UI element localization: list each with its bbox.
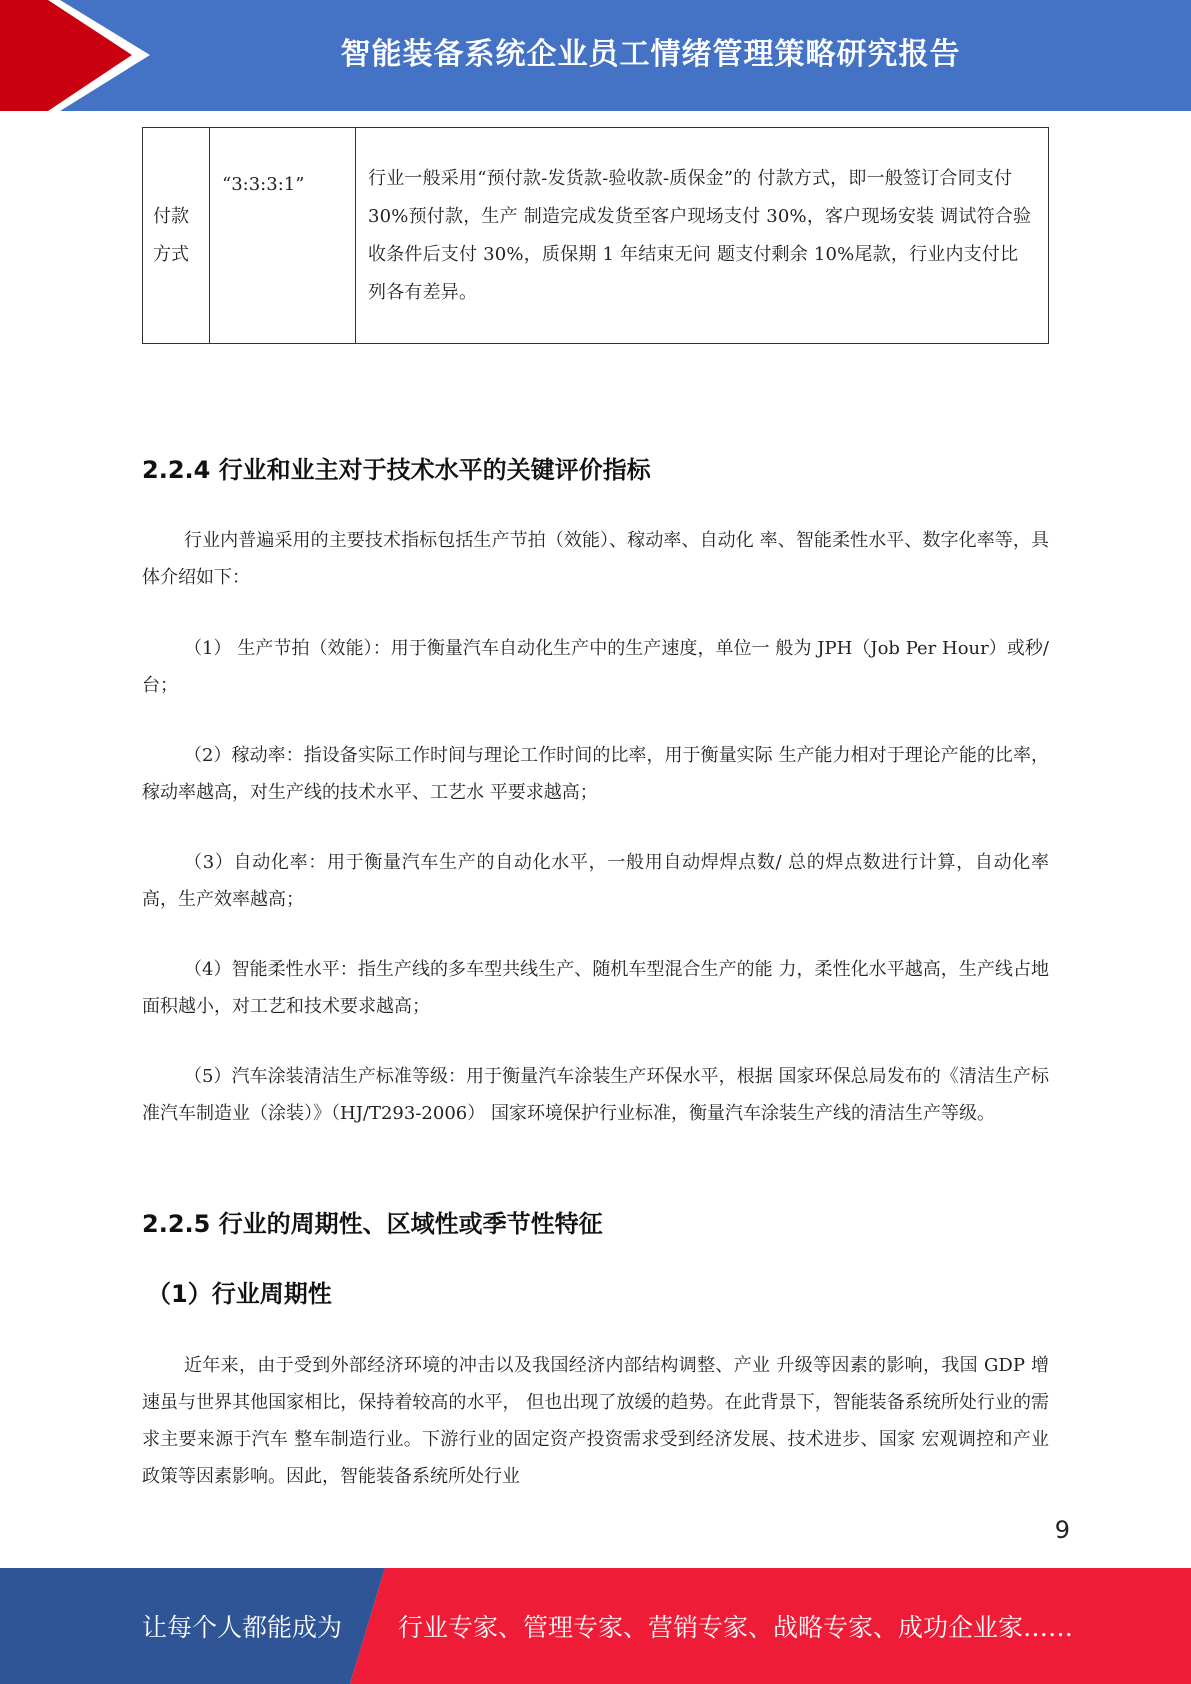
paragraph-item-5: （5）汽车涂装清洁生产标准等级：用于衡量汽车涂装生产环保水平，根据 国家环保总局发布的《清洁生产标准汽车制造业（涂装）》（HJ/T293-2006） 国家环境保护行业标准，衡量汽车涂装生产线的清洁生产等级。 — [142, 1066, 1049, 1124]
header-title: 智能装备系统企业员工情绪管理策略研究报告 — [340, 37, 961, 72]
paragraph-item-4: （4）智能柔性水平：指生产线的多车型共线生产、随机车型混合生产的能 力，柔性化水平越高，生产线占地面积越小，对工艺和技术要求越高； — [142, 959, 1049, 1017]
header-chevron-decoration — [0, 0, 150, 111]
paragraph-item-1: （1） 生产节拍（效能）：用于衡量汽车自动化生产中的生产速度，单位一 般为 JPH（Job Per Hour）或秒/台； — [142, 638, 1049, 696]
paragraph-item-2: （2）稼动率：指设备实际工作时间与理论工作时间的比率，用于衡量实际 生产能力相对于理论产能的比率，稼动率越高，对生产线的技术水平、工艺水 平要求越高； — [142, 745, 1049, 803]
table-cell-description: 行业一般采用“预付款-发货款-验收款-质保金”的 付款方式，即一般签订合同支付 30%预付款，生产 制造完成发货至客户现场支付 30%，客户现场安装 调试符合验收条件后支付 30%，质保期 1 年结束无问 题支付剩余 10%尾款，行业内支付比列各有差异。 — [356, 128, 1049, 344]
section-heading-2-2-4: 2.2.4 行业和业主对于技术水平的关键评价指标 — [142, 456, 651, 484]
sub-heading-cyclicality: （1）行业周期性 — [147, 1280, 332, 1308]
page-footer — [0, 1568, 1191, 1684]
footer-slogan-right: 行业专家、管理专家、营销专家、战略专家、成功企业家…… — [398, 1613, 1074, 1642]
table-row — [143, 128, 1049, 344]
payment-terms-table — [142, 127, 1049, 344]
table-cell-model: “3:3:3:1” — [210, 128, 356, 344]
footer-slogan-left: 让每个人都能成为 — [142, 1613, 343, 1642]
section-heading-2-2-5: 2.2.5 行业的周期性、区域性或季节性特征 — [142, 1210, 603, 1238]
page-number: 9 — [1054, 1516, 1070, 1544]
paragraph-cyclicality: 近年来，由于受到外部经济环境的冲击以及我国经济内部结构调整、产业 升级等因素的影响，我国 GDP 增速虽与世界其他国家相比，保持着较高的水平， 但也出现了放缓的趋势。在此背景下，智能装备系统所处行业的需求主要来源于汽车 整车制造行业。下游行业的固定资产投资需求受到经济发展、技术进步、国家 宏观调控和产业政策等因素影响。因此，智能装备系统所处行业 — [142, 1355, 1049, 1487]
page-header — [0, 0, 1191, 111]
table-cell-label: 付款方式 — [143, 128, 210, 344]
paragraph-item-3: （3）自动化率：用于衡量汽车生产的自动化水平，一般用自动焊焊点数/ 总的焊点数进行计算，自动化率高，生产效率越高； — [142, 852, 1049, 910]
paragraph-intro: 行业内普遍采用的主要技术指标包括生产节拍（效能）、稼动率、自动化 率、智能柔性水平、数字化率等，具体介绍如下： — [142, 530, 1049, 588]
